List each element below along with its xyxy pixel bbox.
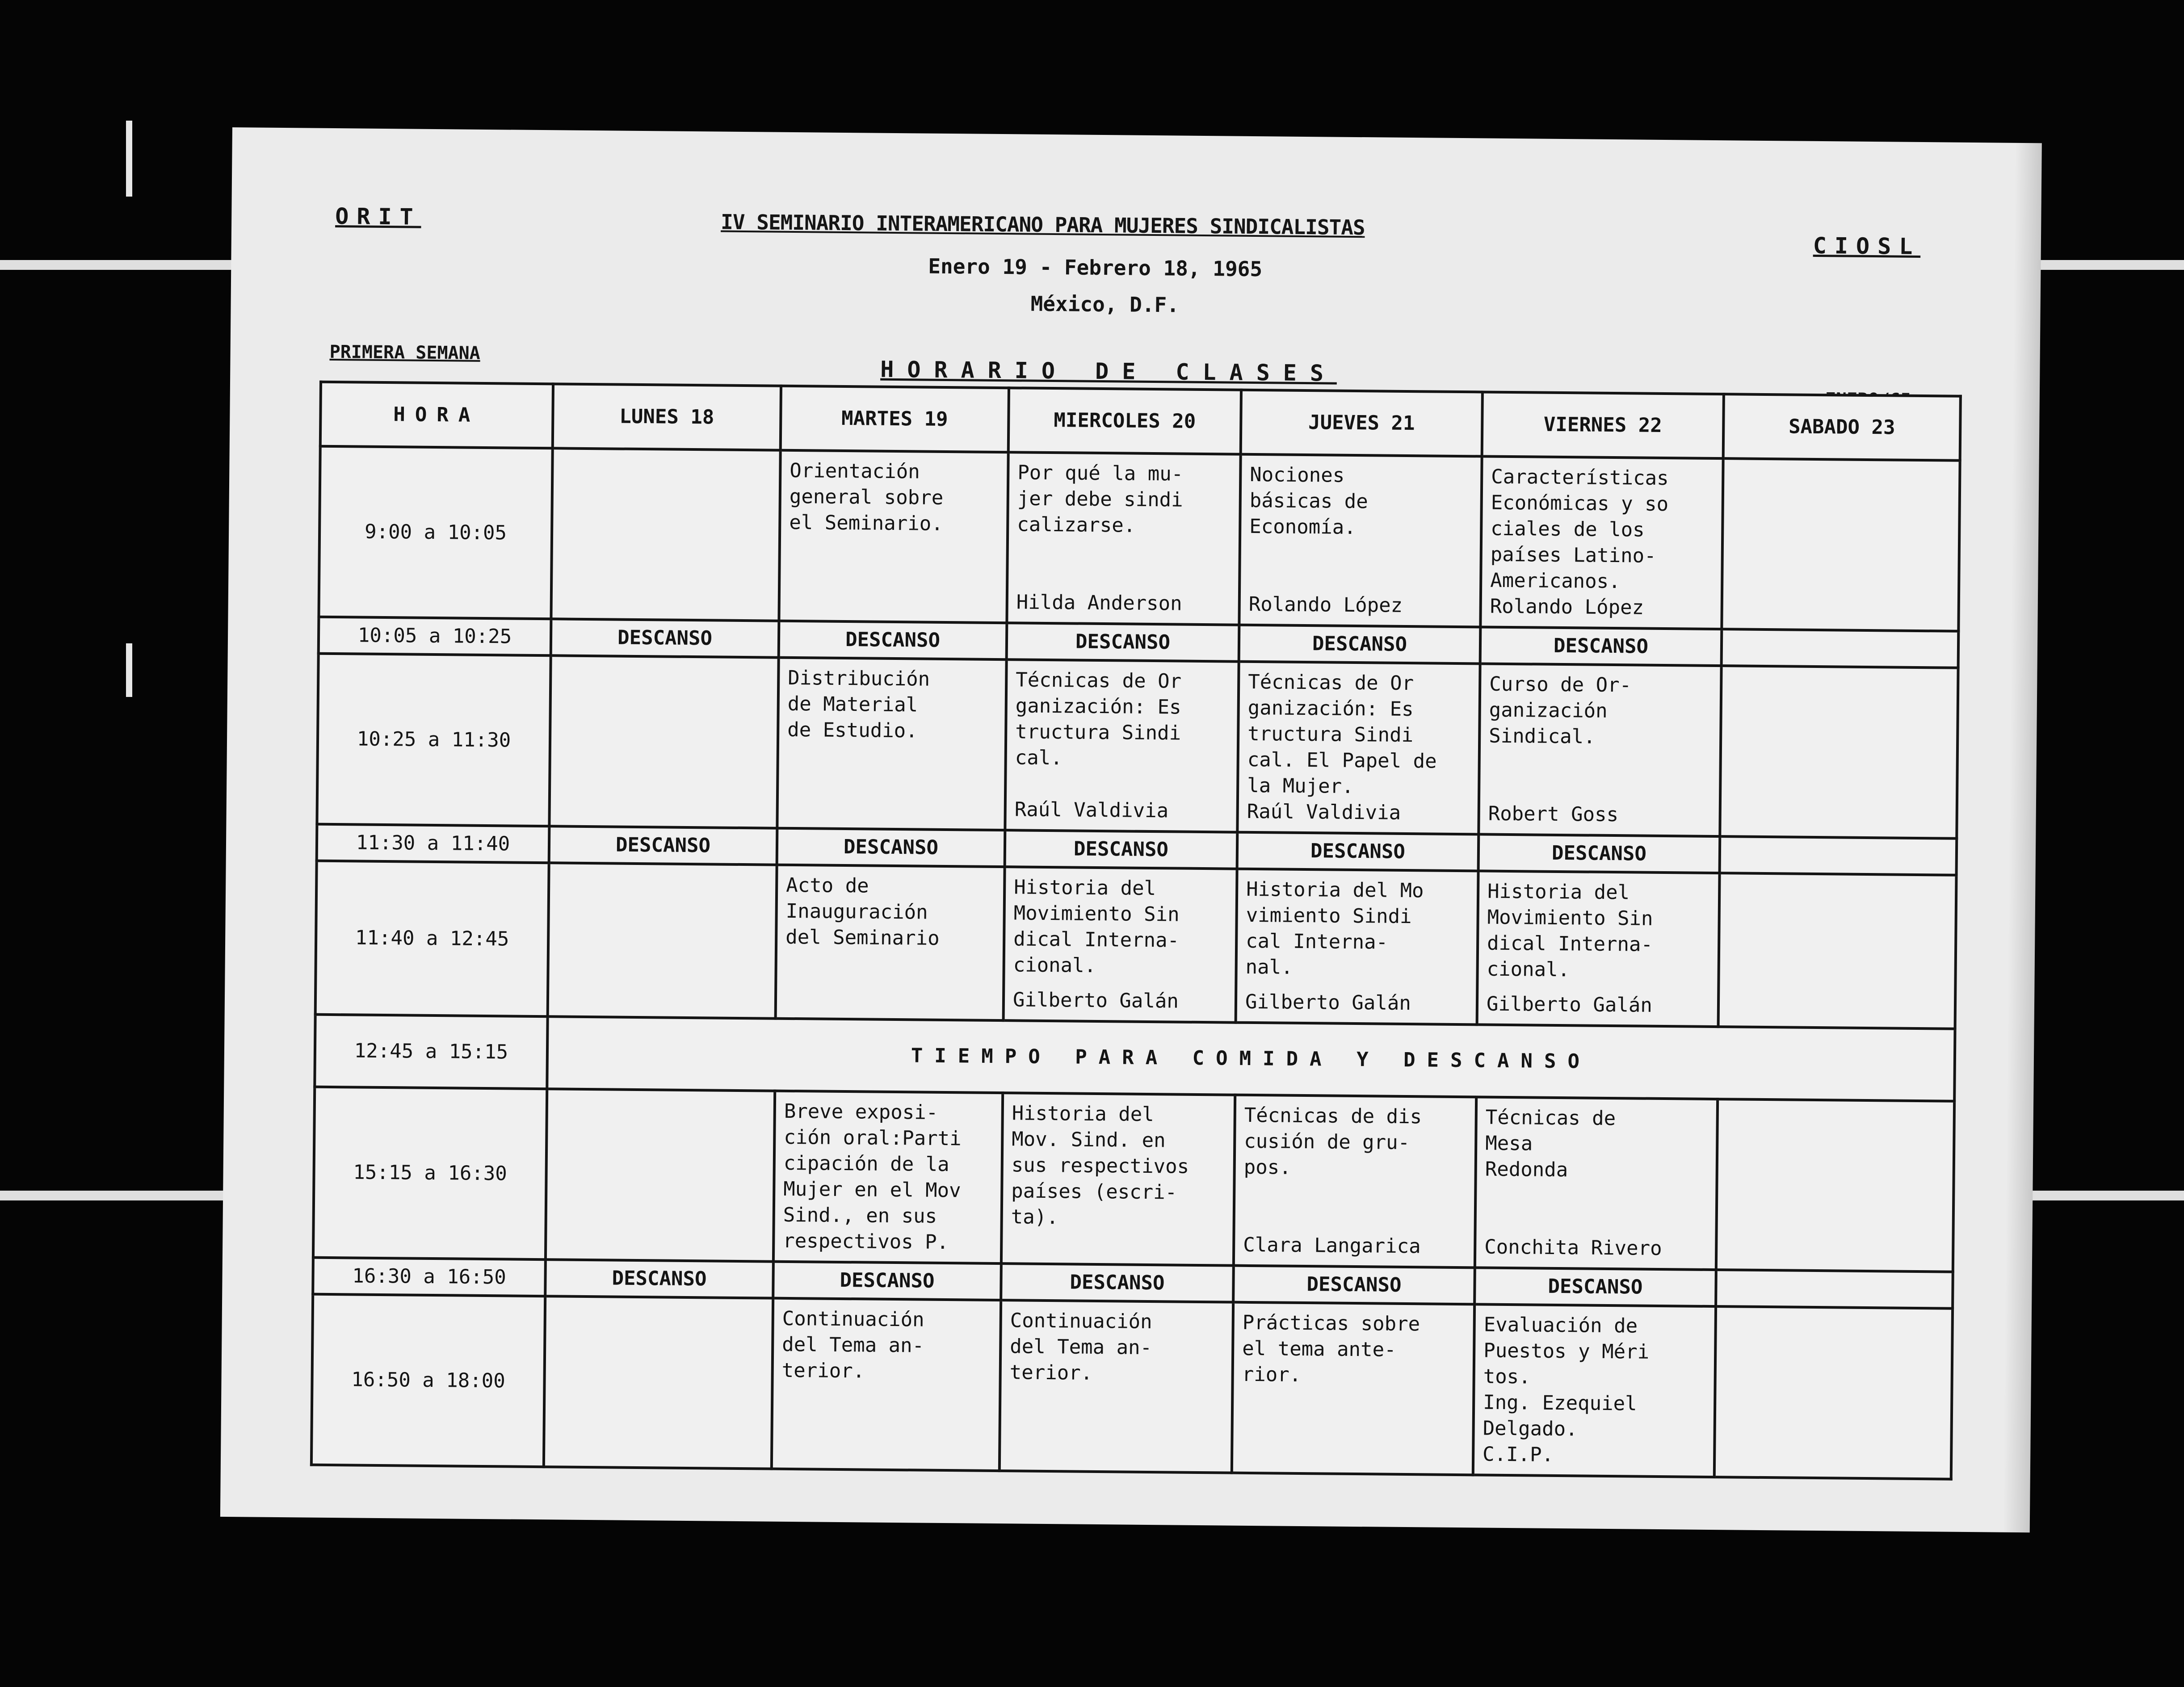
column-header-day: VIERNES 22 [1482, 392, 1724, 458]
film-mark [126, 121, 132, 197]
instructor-name [789, 613, 998, 615]
class-cell [776, 865, 1005, 1020]
cell-content [1013, 874, 1228, 1015]
class-topic: Historia del Mo vimiento Sindi cal Interna- nal. [1245, 877, 1424, 979]
instructor-name: Hilda Anderson [1016, 591, 1182, 615]
week-label: PRIMERA SEMANA [329, 341, 480, 364]
class-topic: Características Económicas y so ciales de los países Latino- Americanos. [1490, 465, 1669, 593]
cell-content [787, 665, 997, 823]
class-cell [777, 658, 1006, 830]
class-topic: Distribución de Material de Estudio. [787, 666, 930, 743]
class-cell [1004, 867, 1237, 1023]
class-row [317, 654, 1958, 839]
class-topic: Historia del Movimiento Sin dical Interna- cional. [1487, 880, 1653, 982]
class-topic [1727, 1107, 1945, 1108]
class-cell [551, 448, 780, 621]
document-page [220, 127, 2042, 1532]
instructor-name: Ing. Ezequiel Delgado. C.I.P. [1482, 1391, 1637, 1466]
class-topic [562, 456, 771, 457]
class-cell [1480, 456, 1723, 629]
instructor-name: Robert Goss [1488, 802, 1619, 827]
cell-content [557, 870, 768, 1011]
instructor-name [1011, 1256, 1224, 1258]
break-cell: DESCANSO [1005, 830, 1238, 869]
break-cell: DESCANSO [549, 826, 777, 864]
cell-content [1483, 1312, 1706, 1469]
class-topic: Breve exposi- ción oral:Parti cipación de la Mujer en el Mov Sind., en sus respectivos P. [783, 1099, 962, 1254]
class-cell [1475, 1097, 1718, 1270]
instructor-name [1728, 1019, 1946, 1021]
film-mark [126, 643, 132, 697]
class-row [311, 1294, 1953, 1479]
class-cell [1001, 1093, 1235, 1266]
cell-content [1011, 1100, 1226, 1258]
column-header-day: LUNES 18 [553, 384, 781, 450]
class-row [315, 861, 1957, 1029]
cell-content [1009, 1308, 1224, 1465]
instructor-name: Gilberto Galán [1486, 992, 1653, 1017]
class-cell [1714, 1306, 1953, 1479]
break-cell: DESCANSO [779, 621, 1007, 659]
cell-content [1249, 462, 1473, 619]
instructor-name [781, 1461, 990, 1463]
class-cell [1232, 1302, 1474, 1475]
time-slot: 10:25 a 11:30 [317, 654, 550, 827]
time-slot: 15:15 a 16:30 [313, 1087, 547, 1260]
break-cell: DESCANSO [1233, 1266, 1475, 1305]
break-cell: DESCANSO [1239, 625, 1481, 664]
seminar-place: México, D.F. [1030, 291, 1180, 317]
cell-content [781, 1306, 991, 1463]
empty-cell [1722, 629, 1959, 668]
instructor-name: Raúl Valdivia [1247, 800, 1401, 824]
class-cell [1005, 659, 1239, 832]
schedule-title: HORARIO DE CLASES [880, 356, 1337, 386]
class-cell [1000, 1300, 1233, 1473]
cell-content [1016, 460, 1231, 617]
class-topic: Continuación del Tema an- terior. [781, 1307, 924, 1383]
break-cell: DESCANSO [773, 1262, 1001, 1300]
instructor-name [785, 1011, 994, 1013]
instructor-name [555, 1252, 764, 1254]
class-cell [1477, 871, 1720, 1027]
cell-content [1490, 464, 1714, 621]
cell-content [1728, 881, 1947, 1021]
instructor-name [787, 821, 996, 823]
break-cell: DESCANSO [1001, 1263, 1234, 1302]
cell-content [1014, 667, 1229, 824]
time-slot: 11:40 a 12:45 [315, 861, 549, 1017]
column-header-day: JUEVES 21 [1241, 390, 1483, 457]
class-topic: Curso de Or- ganización Sindical. [1488, 672, 1632, 748]
instructor-name [561, 611, 770, 613]
cell-content [561, 456, 771, 613]
class-cell [1478, 663, 1721, 836]
cell-content [1484, 1105, 1708, 1262]
class-topic [554, 1304, 764, 1305]
class-topic: Historia del Movimiento Sin dical Interna- cional. [1013, 876, 1180, 977]
class-topic: Técnicas de dis cusión de gru- pos. [1243, 1104, 1422, 1179]
time-slot: 9:00 a 10:05 [319, 446, 552, 619]
lunch-row [315, 1015, 1955, 1101]
class-row [319, 446, 1960, 631]
class-cell [548, 863, 777, 1018]
cell-content [789, 458, 999, 615]
class-topic [556, 1096, 765, 1098]
class-topic [559, 870, 768, 872]
instructor-name: Rolando López [1490, 595, 1644, 619]
class-topic [560, 663, 769, 665]
cell-content [783, 1099, 993, 1256]
cell-content [555, 1096, 765, 1254]
time-slot: 11:30 a 11:40 [317, 824, 550, 863]
time-slot: 12:45 a 15:15 [315, 1015, 547, 1089]
cell-content [553, 1304, 764, 1461]
class-topic: Técnicas de Mesa Redonda [1485, 1106, 1616, 1182]
instructor-name [559, 818, 768, 820]
cell-content [1245, 877, 1469, 1017]
instructor-name [1731, 621, 1949, 623]
class-cell [549, 655, 778, 828]
class-cell [1234, 1095, 1476, 1268]
class-topic: Historia del Mov. Sind. en sus respectivos países (escri- ta). [1011, 1102, 1189, 1229]
class-cell [544, 1296, 773, 1469]
column-header-hora: HORA [320, 382, 553, 449]
lunch-cell: TIEMPO PARA COMIDA Y DESCANSO [547, 1016, 1955, 1101]
class-cell [1237, 662, 1480, 835]
class-topic [1729, 881, 1947, 882]
break-cell: DESCANSO [551, 619, 779, 657]
instructor-name [1726, 1262, 1944, 1264]
time-slot: 10:05 a 10:25 [319, 617, 551, 656]
column-header-day: SABADO 23 [1723, 394, 1961, 461]
class-topic: Acto de Inauguración del Seminario [785, 873, 940, 950]
class-topic: Prácticas sobre el tema ante- rior. [1242, 1311, 1420, 1386]
empty-cell [1716, 1270, 1953, 1309]
class-topic: Evaluación de Puestos y Méri tos. [1483, 1313, 1650, 1389]
break-cell: DESCANSO [545, 1259, 773, 1298]
class-topic: Orientación general sobre el Seminario. [789, 459, 944, 535]
class-cell [1718, 873, 1957, 1029]
instructor-name [553, 1459, 762, 1461]
break-cell: DESCANSO [1478, 834, 1720, 873]
class-row [313, 1087, 1954, 1272]
class-cell [1716, 1099, 1954, 1272]
instructor-name [557, 1009, 766, 1011]
cell-content [1243, 1103, 1467, 1260]
class-topic [1730, 673, 1949, 675]
class-topic [1725, 1314, 1943, 1316]
instructor-name: Clara Langarica [1243, 1233, 1421, 1258]
schedule-table [310, 381, 1962, 1481]
time-slot: 16:50 a 18:00 [311, 1294, 545, 1467]
class-topic: Continuación del Tema an- terior. [1009, 1309, 1152, 1385]
class-cell [779, 450, 1008, 623]
instructor-name [1241, 1465, 1464, 1467]
class-topic: Nociones básicas de Economía. [1249, 463, 1368, 539]
left-org: ORIT [335, 203, 421, 230]
cell-content [1247, 669, 1470, 827]
instructor-name: Gilberto Galán [1245, 990, 1411, 1015]
instructor-name: Conchita Rivero [1484, 1235, 1662, 1260]
instructor-name [1009, 1463, 1222, 1465]
cell-content [1487, 879, 1710, 1019]
instructor-name [1729, 829, 1947, 831]
column-header-day: MARTES 19 [781, 386, 1009, 452]
cell-content [785, 873, 995, 1013]
class-topic: Técnicas de Or ganización: Es tructura Sindi cal. El Papel de la Mujer. [1247, 670, 1437, 798]
class-cell [546, 1089, 775, 1261]
instructor-name: Raúl Valdivia [1014, 798, 1169, 823]
class-topic: Técnicas de Or ganización: Es tructura Sindi cal. [1015, 668, 1182, 770]
class-cell [1473, 1304, 1716, 1477]
cell-content [1726, 1107, 1945, 1264]
seminar-dates: Enero 19 - Febrero 18, 1965 [928, 254, 1263, 281]
break-cell: DESCANSO [1237, 832, 1479, 871]
cell-content [1731, 466, 1950, 623]
class-cell [1722, 458, 1960, 631]
cell-content [1488, 671, 1712, 829]
class-topic [1733, 466, 1951, 468]
empty-cell [1720, 836, 1957, 875]
instructor-name: Gilberto Galán [1012, 988, 1179, 1013]
class-cell [1239, 454, 1482, 627]
column-header-day: MIERCOLES 20 [1008, 388, 1241, 454]
break-cell: DESCANSO [1474, 1267, 1716, 1306]
class-cell [772, 1298, 1001, 1471]
cell-content [1724, 1314, 1943, 1471]
right-org: CIOSL [1813, 232, 1921, 260]
break-cell: DESCANSO [777, 828, 1005, 867]
document-title: IV SEMINARIO INTERAMERICANO PARA MUJERES SINDICALISTAS [720, 210, 1365, 240]
instructor-name: Rolando López [1248, 592, 1403, 617]
break-cell: DESCANSO [1480, 627, 1722, 666]
instructor-name [1724, 1469, 1942, 1471]
class-cell [1720, 666, 1958, 839]
break-cell: DESCANSO [1007, 623, 1239, 662]
class-cell [1236, 869, 1478, 1025]
cell-content [1729, 673, 1949, 831]
class-cell [1007, 452, 1240, 625]
time-slot: 16:30 a 16:50 [313, 1258, 546, 1297]
cell-content [559, 663, 769, 820]
cell-content [1241, 1310, 1465, 1467]
class-cell [773, 1091, 1003, 1263]
class-topic: Por qué la mu- jer debe sindi calizarse. [1017, 461, 1184, 537]
paper-edge-shadow [2003, 143, 2042, 1532]
